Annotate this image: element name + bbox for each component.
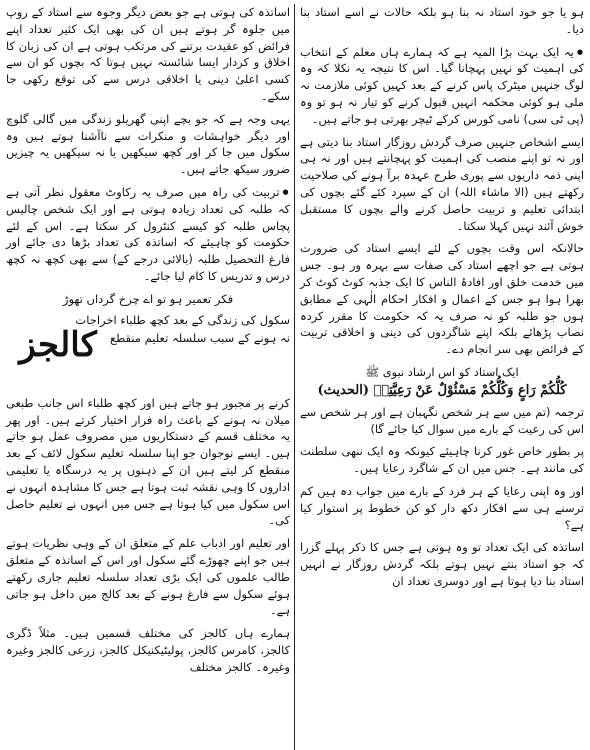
hadith-quote: کُلُّکُمْ رَاعٍ وَکُلُّکُمْ مَسْئُوْلٌ عَنْ رَعِیَّتِهٖ (الحدیث) [317, 382, 567, 398]
heading-side-text [75, 311, 290, 347]
paragraph: ایک استاد کو اس ارشاد نبوی ﷺ [365, 365, 519, 380]
heading-side-line: نہ ہونے کے سبب سلسلہ تعلیم منقطع [109, 330, 290, 345]
column-divider [294, 4, 295, 750]
heading-side-line: سکول کی زندگی کے بعد کچھ طلباء اخراجات [75, 312, 290, 327]
paragraph: حالانکہ اس وقت بچوں کے لئے ایسے استاد کی ضرورت ہوتی ہے جو اچھے استاد کی صفات سے بہرہ ور ہو۔ جس میں خدمت خلق اور افادۂ الناس کا ایک جذبہ کوٹ کوٹ کر بھرا ہوا ہو جس کے اعمال و افکار احکام الٰہی کے مطابق ہوں جو طلبہ کو نہ صرف یہ کہ حکومت کا مقرر کردہ نصاب پڑھائے بلکہ اپنے شاگردوں کی دینی و اخلاقی تربیت کے فرائض بھی سر انجام دے۔ [300, 241, 584, 357]
paragraph: اور وہ اپنی رعایا کے ہر فرد کے بارے میں جواب دہ ہیں کم ترسنے ہی سے افکار دکھ دار کو کن خطوط پر استوار کیا ہے؟ [300, 484, 584, 532]
left-column [6, 4, 290, 682]
paragraph: ● تربیت کی راہ میں صرف یہ رکاوٹ معقول نظر آتی ہے کہ طلبہ کی تعداد زیادہ ہوتی ہے اور ایک شخص چالیس پچاس طلبہ کو کیسے کنٹرول کر سکتا ہے۔ اس کے لئے حکومت کو چاہیئے کہ اساتذہ کی تعداد بڑھا دی جائے اور فارغ التحصیل طلبہ (بالائی درجے کے) سے بھی کچھ نہ کچھ درس و تدریس کا کام لیا جائے۔ [6, 184, 290, 285]
paragraph: ہمارے ہاں کالجز کی مختلف قسمیں ہیں۔ مثلاً ڈگری کالجز، کامرس کالجز، پولیٹیکنیکل کالجز، زرعی کالجز وغیرہ وغیرہ۔ کالجز مختلف [6, 626, 290, 674]
right-column [300, 4, 584, 596]
section-heading: کالجز [19, 324, 97, 365]
paragraph: پر بطور خاص غور کرنا چاہیئے کیونکہ وہ ایک ننھی سلطنت کی مانند ہے۔ جس میں ان کے شاگرد رعایا ہیں۔ [300, 444, 584, 476]
paragraph: ایسے اشخاص جنہیں صرف گردش روزگار استاد بنا دیتی ہے اور نہ تو اپنے منصب کی اہمیت کو پہچانتے ہیں اور نہ ہی اپنی ذمہ داریوں سے پوری طرح عہدہ برآ ہونے کی صلاحیت رکھتے ہیں (الا ماشاء اللہ) ان کے سپرد کئے گئے بچوں کی ابتدائی تعلیم و تربیت حاصل کرنے والے بچوں کا مستقبل خوش آئند نہیں کہلا سکتا۔ [300, 134, 584, 233]
paragraph: کرنے پر مجبور ہو جاتے ہیں اور کچھ طلباء اس جانب طبعی میلان نہ ہونے کے باعث راہ فرار اختیار کرتے ہیں۔ اور پھر یہ مختلف قسم کے دستکاریوں میں مصروف عمل ہو جاتے ہیں۔ ایسے نوجوان جو اپنا سلسلہ تعلیم سکول لائف کے بعد منقطع کر لیتے ہیں ان کے ذہنوں پر یہ درسگاہ یا تعلیمی اداروں کا وہی نقشہ ثبت ہوتا ہے جس کا مشاہدہ انہوں نے اس سکول میں کیا ہوتا ہے جس میں انہوں نے تعلیم حاصل کی۔ [6, 395, 290, 528]
paragraph: ہو یا جو خود استاد نہ بنا ہو بلکہ حالات نے اسے استاد بنا دیا۔ [300, 5, 584, 36]
paragraph: اساتذہ کی ایک تعداد تو وہ ہوتی ہے جس کا ذکر پہلے گزرا کہ جو استاد بنتے نہیں ہوتے بلکہ گردش روزگار نے انہیں استاد بنا دیا ہوتا ہے اور دوسری تعداد ان [300, 540, 584, 588]
paragraph: یہی وجہ ہے کہ جو بچے اپنی گھریلو زندگی میں گالی گلوچ اور دیگر خواہشات و منکرات سے ناآشنا ہوتے ہیں وہ سکول میں جا کر اور کچھ سیکھیں یا نہ سیکھیں یہ چیزیں ضرور سیکھ جاتے ہیں۔ [6, 111, 290, 177]
paragraph: اساتذہ کی ہوتی ہے جو بعض دیگر وجوہ سے استاد کے روپ میں جلوہ گر ہوتے ہیں ان کی بھی ایک کثیر تعداد اپنے فرائض کو عقیدت برتنے کی مرتکب ہوتی ہے ان کی زبان کا اخلاق و کردار ایسا شائستہ نہیں ہوتا کہ بچوں کو ان سے کسی اعلیٰ دینی یا اخلاقی درس سے کی توقع رکھی جا سکے۔ [6, 5, 290, 103]
section-heading-block [6, 311, 290, 391]
verse-line: فکر تعمیر ہو تو اے چرخ گرداں تھوڑ [62, 291, 234, 306]
paragraph: ● یہ ایک بہت بڑا المیہ ہے کہ ہمارے ہاں معلم کے انتخاب کی اہمیت کو نہیں پہچانا گیا۔ اس کا نتیجہ یہ نکلا کہ وہ لوگ جنہیں میٹرک پاس کرنے کے بعد کہیں کوئی ملازمت نہ ملی ہو کوئی محکمہ انہیں قبول کرنے کو تیار نہ ہو تو وہ (پی ٹی سی) نامی کورس کرکے ٹیچر بھرتی ہو جاتے ہیں۔ [300, 44, 584, 128]
translation: ترجمہ (تم میں سے ہر شخص نگہبان ہے اور ہر شخص سے اس کی رعیت کے بارے میں سوال کیا جائے گا) [300, 404, 584, 436]
paragraph: اور تعلیم اور ادباب علم کے متعلق ان کے وہی نظریات ہوتے ہیں جو اپنے چھوڑے گئے سکول اور اس کے اساتذہ کے متعلق طالب علموں کی ایک بڑی تعداد سلسلہ تعلیم جاری رکھتے ہوئے سکول سے فارغ ہونے کے بعد کالج میں داخل ہو جاتی ہے۔ [6, 536, 290, 618]
